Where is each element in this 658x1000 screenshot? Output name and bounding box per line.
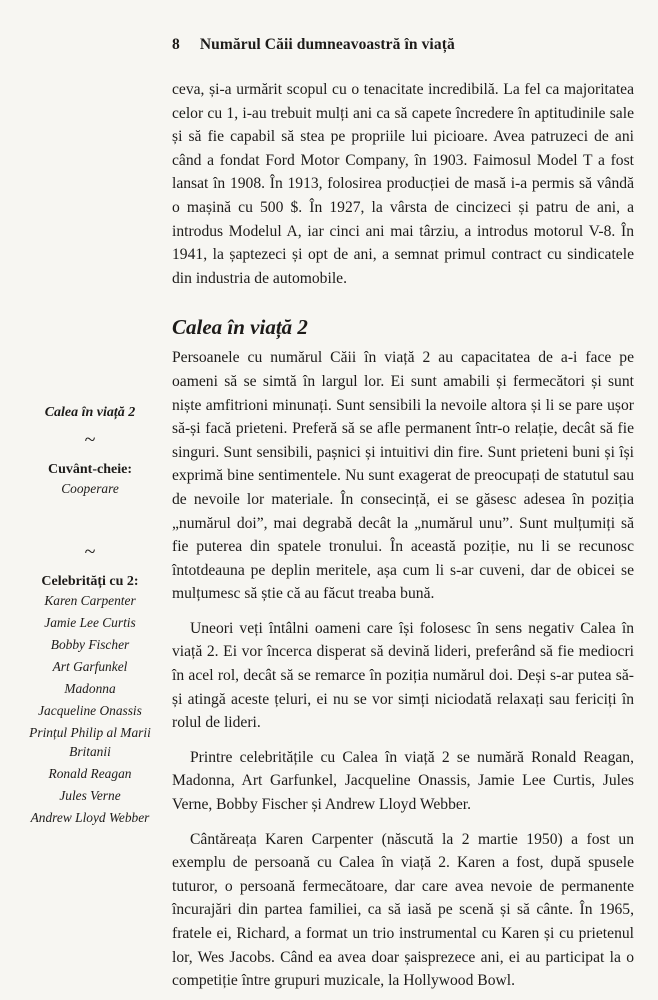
section-heading: Calea în viață 2 <box>172 315 308 340</box>
body-paragraph-3: Printre celebritățile cu Calea în viață 2 se numără Ronald Reagan, Madonna, Art Garfunkel, Jacqueline Onassis, Jamie Lee Curtis, Jules Verne, Bobby Fischer și Andrew Lloyd Webber. <box>172 748 634 814</box>
celebrity-jules-verne: Jules Verne <box>59 788 121 803</box>
page-number: 8 <box>172 36 180 53</box>
body-paragraph-4: Cântăreața Karen Carpenter (născută la 2 martie 1950) a fost un exemplu de persoană cu Calea în viață 2. Karen a fost, după spusele tuturor, o persoană fermecătoare, dar care avea nevoie de permanente încurajări din partea familiei, ca să iasă pe scenă și să cânte. În 1965, fratele ei, Richard, a format un trio instrumental cu Karen și cu prietenul lor, Wes Jacobs. Când ea avea doar șaisprezece ani, ei au participat la o competiție între grupuri muzicale, la Hollywood Bowl. <box>172 830 634 990</box>
celebrities-list <box>20 591 160 827</box>
keyword-label: Cuvânt-cheie: <box>48 462 132 477</box>
celebrity-madonna: Madonna <box>64 681 116 696</box>
celebrity-bobby-fischer: Bobby Fischer <box>50 637 130 652</box>
keyword-value: Cooperare <box>61 481 119 496</box>
intro-paragraph: ceva, și-a urmărit scopul cu o tenacitate incredibilă. La fel ca majoritatea celor cu 1, i-au trebuit mulți ani ca să capete încredere în aptitudinile sale și să fie capabil să stea pe propriile lui picioare. Avea patruzeci de ani când a fondat Ford Motor Company, în 1903. Faimosul Model T a fost lansat în 1908. În 1913, folosirea producției de masă i-a permis să vândă o mașină cu 500 $. În 1927, la vârsta de cincizeci și patru de ani, a introdus Modelul A, iar cinci ani mai târziu, a introdus motorul V-8. În 1941, la șaptezeci și opt de ani, a semnat primul contract cu sindicatele din industria de automobile. <box>172 81 634 287</box>
body-paragraph-2: Uneori veți întâlni oameni care își folosesc în sens negativ Calea în viață 2. Ei vor încerca disperat să devină lideri, preferând să fie mediocri în acel rol, decât să se remarce în poziția numărul doi. Deși s-ar putea să-și atingă aceste țeluri, ei nu se vor simți niciodată relaxați sau fericiți în rolul de lideri. <box>172 619 634 732</box>
celebrity-prince-philip: Prințul Philip al Marii Britanii <box>29 725 151 759</box>
page-header <box>172 36 455 54</box>
celebrity-ronald-reagan: Ronald Reagan <box>48 766 132 781</box>
body-paragraph-1: Persoanele cu numărul Căii în viață 2 au capacitatea de a-i face pe oameni să se simtă în largul lor. Ei sunt amabili și fermecători și sunt niște amfitrioni minunați. Sunt sensibili la nevoile altora și li se pare ușor să-și facă prieteni. Preferă să se afle permanent într-o relație, decât să fie singuri. Sunt sensibili, pașnici și intuitivi din fire. Sunt prieteni buni și își exprimă bine sentimentele. Nu sunt exagerat de preocupați de statutul sau de nevoile lor materiale. În consecință, ei se găsesc adesea în poziția „numărul doi”, mai degrabă decât la „numărul unu”. Sunt mulțumiți să fie puterea din spatele tronului. În această poziție, nu li se recunosc întotdeauna pe deplin meritele, așa cum li s-ar cuveni, dar de obicei se mulțumesc să știe că au făcut treaba bună. <box>172 349 634 603</box>
celebrity-andrew-lloyd-webber: Andrew Lloyd Webber <box>30 810 150 825</box>
running-title: Numărul Căii dumneavoastră în viață <box>199 36 455 53</box>
celebrities-label: Celebrități cu 2: <box>41 574 139 589</box>
celebrity-jacqueline-onassis: Jacqueline Onassis <box>38 703 142 718</box>
tilde-divider: ~ <box>84 541 96 563</box>
sidebar-title: Calea în viață 2 <box>44 405 136 420</box>
margin-sidebar <box>20 403 160 830</box>
main-text-column <box>172 78 634 993</box>
celebrity-art-garfunkel: Art Garfunkel <box>52 659 128 674</box>
tilde-divider: ~ <box>84 429 96 451</box>
celebrity-karen-carpenter: Karen Carpenter <box>44 593 136 608</box>
celebrity-jamie-lee-curtis: Jamie Lee Curtis <box>44 615 136 630</box>
